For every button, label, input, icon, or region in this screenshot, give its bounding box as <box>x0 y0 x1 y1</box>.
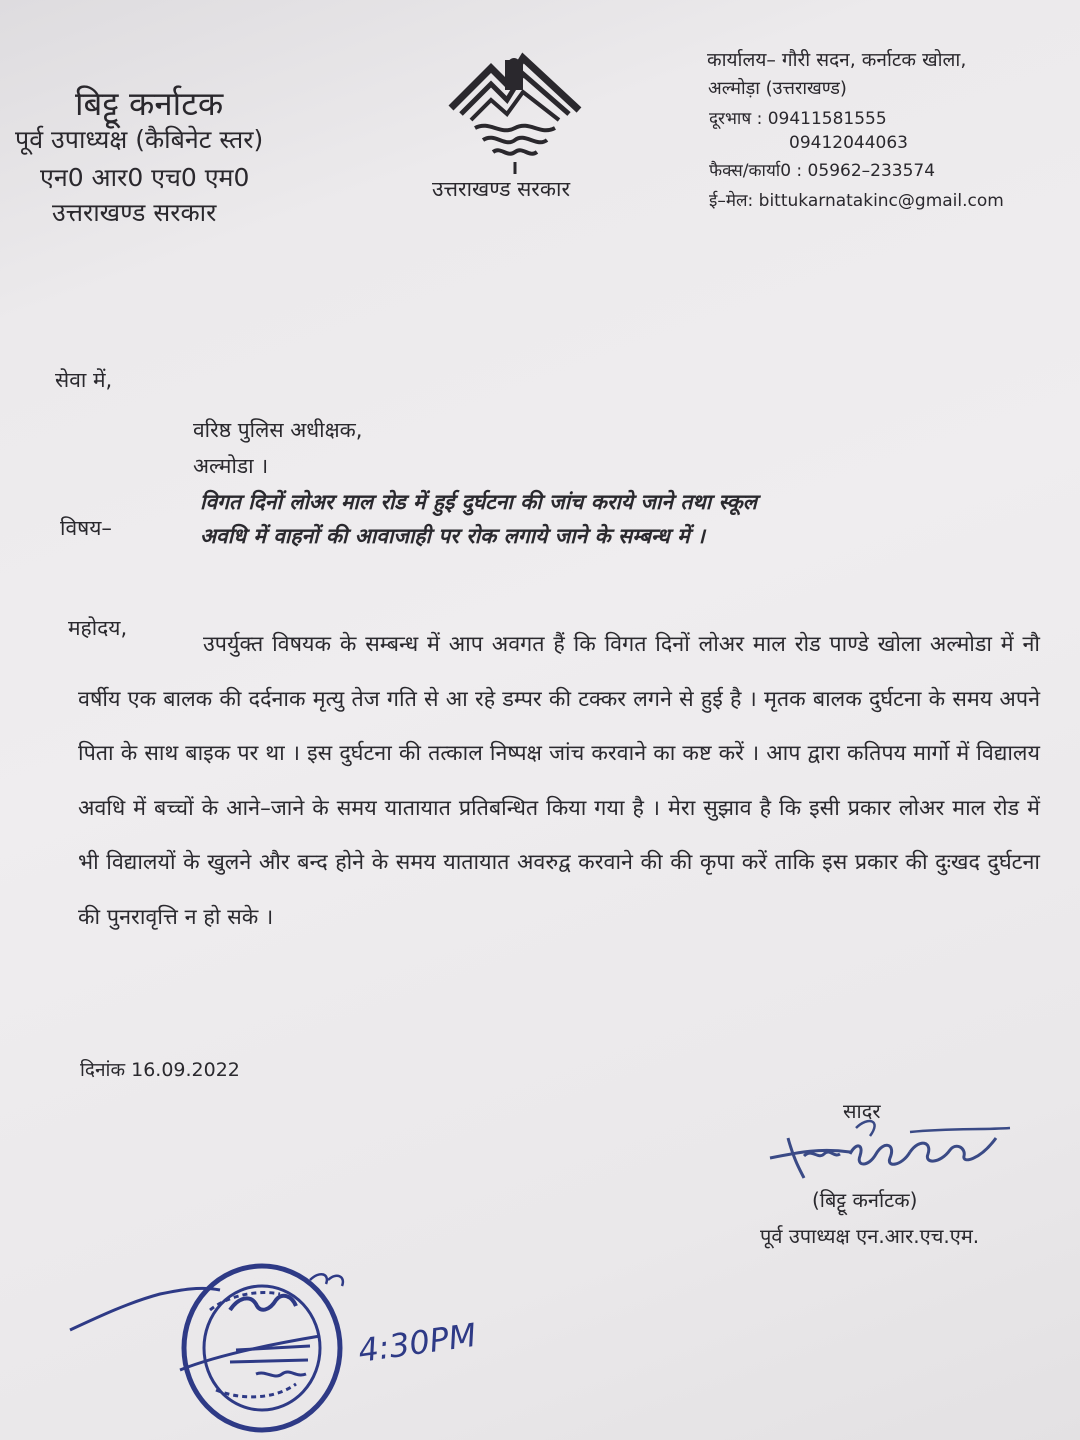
received-stamp-icon <box>60 1250 500 1440</box>
sender-designation: पूर्व उपाध्यक्ष (कैबिनेट स्तर) <box>15 125 264 154</box>
subject-label: विषय– <box>60 516 112 540</box>
fax-line: फैक्स/कार्या0 : 05962–233574 <box>709 161 936 181</box>
recipient-line2: अल्मोडा । <box>193 454 269 478</box>
letter-body-paragraph: उपर्युक्त विषयक के सम्बन्ध में आप अवगत हैं कि विगत दिनों लोअर माल रोड पाण्डे खोला अल्मोडा में नौ वर्षीय एक बालक की दर्दनाक मृत्यु तेज गति से आ रहे डम्पर की टक्कर लगने से हुई है । मृतक बालक दुर्घटना के समय अपने पिता के साथ बाइक पर था । इस दुर्घटना की तत्काल निष्पक्ष जांच करवाने का कष्ट करें । आप द्वारा कतिपय मार्गो में विद्यालय अवधि में बच्चों के आने–जाने के समय यातायात प्रतिबन्धित किया गया है । मेरा सुझाव है कि इसी प्रकार लोअर माल रोड में भी विद्यालयों के खुलने और बन्द होने के समय यातायात अवरुद्व करवाने की की कृपा करें ताकि इस प्रकार की दुःखद दुर्घटना की पुनरावृत्ति न हो सके । <box>78 632 1040 930</box>
recipient-line1: वरिष्ठ पुलिस अधीक्षक, <box>193 418 363 442</box>
sender-organization: एन0 आर0 एच0 एम0 <box>40 163 250 192</box>
uttarakhand-emblem-icon <box>445 50 585 180</box>
letter-date: दिनांक 16.09.2022 <box>80 1059 240 1081</box>
closing: सादर <box>843 1099 881 1123</box>
sender-government: उत्तराखण्ड सरकार <box>52 198 217 227</box>
sender-name: बिट्टू कर्नाटक <box>75 84 224 123</box>
phone-line1: दूरभाष : 09411581555 <box>709 109 887 129</box>
office-address-line1: कार्यालय– गौरी सदन, कर्नाटक खोला, <box>707 49 967 71</box>
stamp-time-note: 4:30PM <box>355 1315 479 1370</box>
signatory-post: पूर्व उपाध्यक्ष एन.आर.एच.एम. <box>760 1224 980 1248</box>
email-line: ई–मेल: bittukarnatakinc@gmail.com <box>709 191 1004 211</box>
greeting: महोदय, <box>68 616 128 640</box>
subject-line1: विगत दिनों लोअर माल रोड में हुई दुर्घटना की जांच कराये जाने तथा स्कूल <box>200 490 757 514</box>
phone-line2: 09412044063 <box>789 133 908 153</box>
signatory-name: (बिट्टू कर्नाटक) <box>812 1188 918 1212</box>
salutation: सेवा में, <box>55 368 113 392</box>
subject-line2: अवधि में वाहनों की आवाजाही पर रोक लगाये जाने के सम्बन्ध में । <box>200 524 705 548</box>
office-address-line2: अल्मोड़ा (उत्तराखण्ड) <box>708 78 847 99</box>
handwritten-signature-icon <box>760 1108 1020 1188</box>
emblem-caption: उत्तराखण्ड सरकार <box>432 177 571 201</box>
